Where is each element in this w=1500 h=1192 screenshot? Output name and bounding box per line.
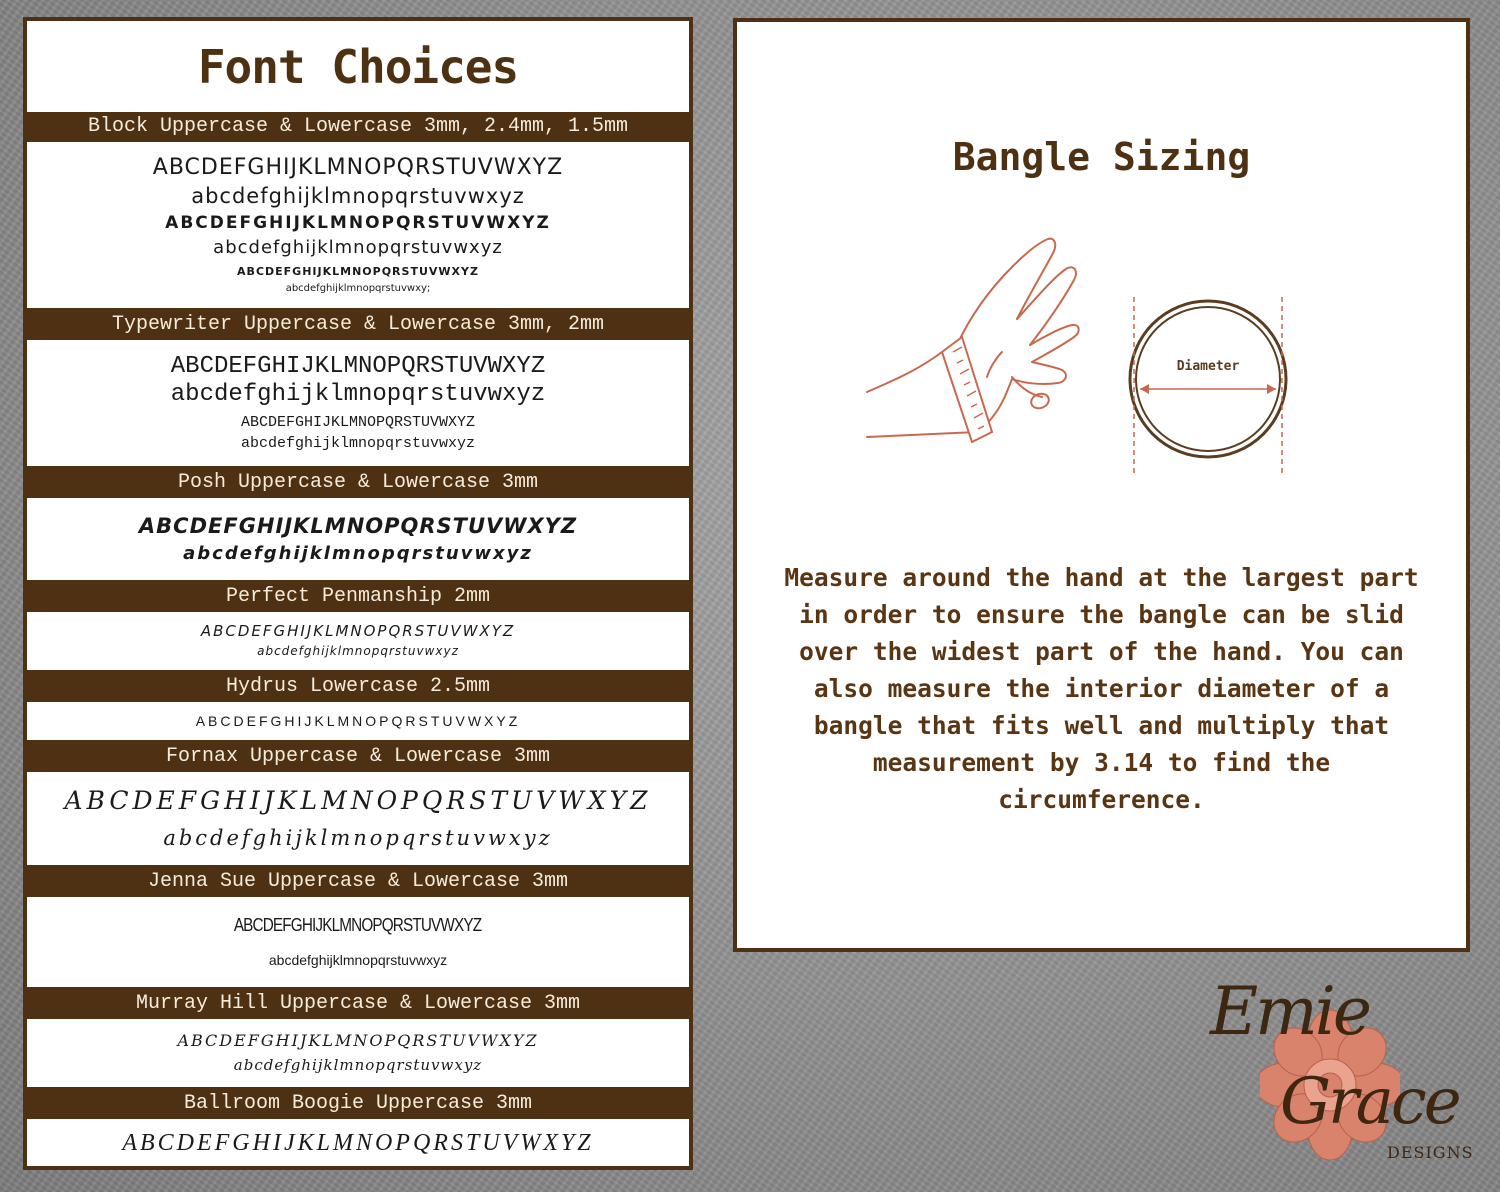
font-sample-ballroom-boogie <box>27 1119 689 1169</box>
sample-line: abcdefghijklmnopqrstuvwxyz <box>213 236 503 258</box>
font-sample-jenna-sue <box>27 897 689 989</box>
font-sample-typewriter <box>27 340 689 468</box>
sample-line: ABCDEFGHIJKLMNOPQRSTUVWXYZ <box>165 212 551 233</box>
sample-line: ABCDEFGHIJKLMNOPQRSTUVWXYZ <box>138 513 578 538</box>
measuring-tape-icon <box>942 337 992 442</box>
section-label-jenna-sue: Jenna Sue Uppercase & Lowercase 3mm <box>27 867 689 897</box>
font-sample-hydrus <box>27 702 689 742</box>
sample-line: ABCDEFGHIJKLMNOPQRSTUVWXYZ <box>170 353 546 381</box>
logo-word-grace: Grace <box>1280 1065 1459 1139</box>
section-label-ballroom-boogie: Ballroom Boogie Uppercase 3mm <box>27 1089 689 1119</box>
section-label-posh: Posh Uppercase & Lowercase 3mm <box>27 468 689 498</box>
sample-line: abcdefghijklmnopqrstuvwxyz <box>170 381 546 409</box>
sample-line: abcdefghijklmnopqrstuvwxyz <box>183 542 533 564</box>
sample-line: abcdefghijklmnopqrstuvwxyz <box>233 1055 483 1074</box>
sample-line: abcdefghijklmnopqrstuvwxyz <box>268 952 448 969</box>
section-label-perfect-penmanship: Perfect Penmanship 2mm <box>27 582 689 612</box>
font-sample-posh <box>27 498 689 582</box>
font-sample-block <box>27 142 689 310</box>
sample-line: abcdefghijklmnopqrstuvwxyz <box>257 644 459 659</box>
sample-line: ABCDEFGHIJKLMNOPQRSTUVWXYZ <box>195 712 521 729</box>
sample-line: abcdefghijklmnopqrstuvwxyz <box>240 435 476 453</box>
emie-grace-designs-logo <box>1205 975 1495 1180</box>
sample-line: ABCDEFGHIJKLMNOPQRSTUVWXYZ <box>177 1030 539 1050</box>
font-sample-murray-hill <box>27 1019 689 1089</box>
sample-line: ABCDEFGHIJKLMNOPQRSTUVWXYZ <box>237 265 479 279</box>
sample-line: abcdefghijklmnopqrstuvwxyz <box>191 183 525 208</box>
hand-measurement-illustration <box>862 227 1292 477</box>
font-choices-panel <box>23 17 693 1170</box>
bangle-diagram-icon <box>1130 297 1286 477</box>
sample-line: abcdefghijklmnopqrstuvwxyz <box>163 825 553 850</box>
sample-line: ABCDEFGHIJKLMNOPQRSTUVWXYZ <box>152 154 564 180</box>
section-label-block: Block Uppercase & Lowercase 3mm, 2.4mm, 1.5mm <box>27 112 689 142</box>
sample-line: ABCDEFGHIJKLMNOPQRSTUVWXYZ <box>240 414 476 432</box>
diameter-label: Diameter <box>1176 359 1240 374</box>
sample-line: ABCDEFGHIJKLMNOPQRSTUVWXYZ <box>234 915 482 936</box>
sample-line: ABCDEFGHIJKLMNOPQRSTUVWXYZ <box>200 622 516 641</box>
sample-line: abcdefghijklmnopqrstuvwxy; <box>285 282 431 294</box>
font-choices-title: Font Choices <box>197 39 519 94</box>
sample-line: ABCDEFGHIJKLMNOPQRSTUVWXYZ <box>122 1130 594 1157</box>
bangle-sizing-card <box>733 18 1470 952</box>
section-label-murray-hill: Murray Hill Uppercase & Lowercase 3mm <box>27 989 689 1019</box>
section-label-typewriter: Typewriter Uppercase & Lowercase 3mm, 2mm <box>27 310 689 340</box>
section-label-hydrus: Hydrus Lowercase 2.5mm <box>27 672 689 702</box>
font-sample-fornax <box>27 772 689 867</box>
bangle-sizing-title: Bangle Sizing <box>952 135 1251 179</box>
font-sample-perfect-penmanship <box>27 612 689 672</box>
bangle-sizing-instructions: Measure around the hand at the largest part in order to ensure the bangle can be slid over the widest part of the hand. You can also measure the interior diameter of a bangle that fits well and multiply that measurement by 3.14 to find the circumference. <box>784 563 1419 814</box>
logo-word-designs: DESIGNS <box>1387 1143 1474 1162</box>
logo-word-emie: Emie <box>1210 973 1369 1050</box>
section-label-fornax: Fornax Uppercase & Lowercase 3mm <box>27 742 689 772</box>
sample-line: ABCDEFGHIJKLMNOPQRSTUVWXYZ <box>64 786 652 816</box>
